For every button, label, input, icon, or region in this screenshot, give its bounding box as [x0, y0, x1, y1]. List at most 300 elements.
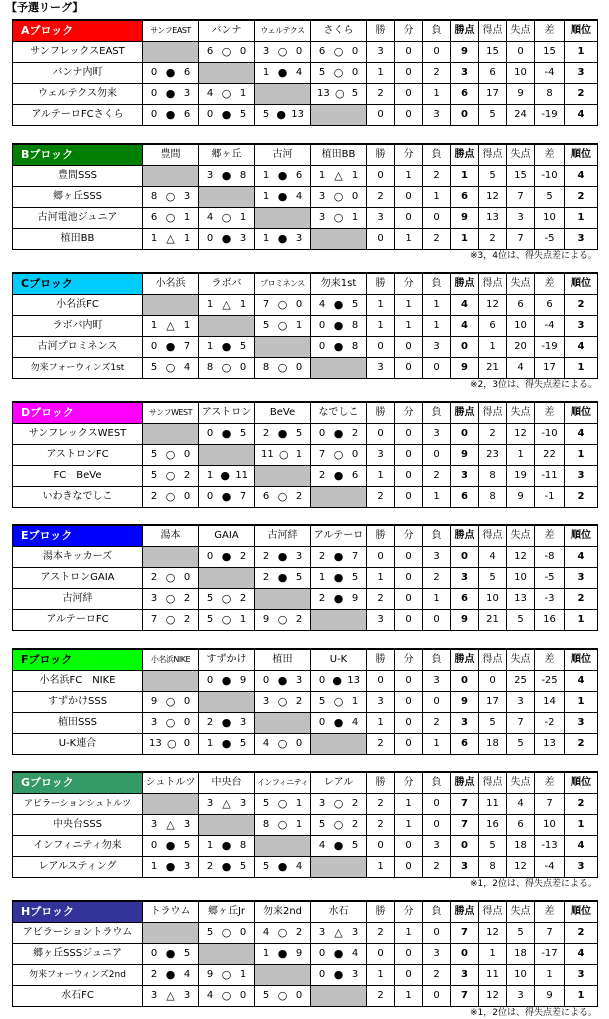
- score: 0: [318, 969, 326, 980]
- result-mark: △: [166, 319, 175, 332]
- team-name: 勿来フォーウィンズ2nd: [13, 965, 143, 986]
- result-mark: ●: [333, 550, 344, 563]
- stat-header: 得点: [479, 273, 507, 295]
- score: 0: [318, 320, 326, 331]
- stat-value: 3: [367, 445, 395, 466]
- result-mark: ●: [165, 968, 176, 981]
- stat-header: 勝点: [451, 525, 479, 547]
- score: 1: [183, 233, 191, 244]
- self-match-cell: [199, 692, 255, 713]
- stat-value: 6: [507, 815, 535, 836]
- score: 0: [150, 88, 158, 99]
- score: 11: [235, 470, 248, 481]
- score: 5: [318, 696, 326, 707]
- stat-value: 10: [507, 316, 535, 337]
- stat-value: 3: [423, 337, 451, 358]
- stat-value: -13: [535, 836, 565, 857]
- opponent-header: アルテーロ: [311, 525, 367, 547]
- result-mark: ●: [165, 340, 176, 353]
- match-result: [199, 986, 255, 1007]
- stat-value: 2: [367, 187, 395, 208]
- stat-value: 1: [423, 84, 451, 105]
- score: 1: [183, 212, 191, 223]
- match-result: [255, 692, 311, 713]
- stat-value: 1: [535, 965, 565, 986]
- block-label: Cブロック: [13, 273, 143, 295]
- stat-value: 4: [565, 424, 598, 445]
- stat-value: 0: [395, 965, 423, 986]
- score: 0: [318, 948, 326, 959]
- score: 5: [318, 67, 326, 78]
- team-row: [13, 487, 598, 508]
- score: 2: [183, 614, 191, 625]
- stat-value: 0: [395, 857, 423, 878]
- score: 9: [351, 593, 359, 604]
- result-mark: ○: [221, 926, 232, 939]
- stat-value: 2: [423, 166, 451, 187]
- result-mark: ○: [165, 361, 176, 374]
- score: 0: [150, 109, 158, 120]
- opponent-header: レアル: [311, 772, 367, 794]
- score: 2: [351, 428, 359, 439]
- score: 1: [150, 233, 158, 244]
- result-mark: ○: [333, 695, 344, 708]
- stat-value: 1: [479, 337, 507, 358]
- score: 1: [183, 320, 191, 331]
- stat-header: 差: [535, 901, 565, 923]
- result-mark: ●: [277, 427, 288, 440]
- stat-header: 得点: [479, 20, 507, 42]
- stat-value: 0: [395, 337, 423, 358]
- result-mark: ○: [277, 298, 288, 311]
- stat-value: 0: [367, 547, 395, 568]
- score: 5: [239, 861, 247, 872]
- score: 0: [183, 738, 191, 749]
- result-mark: ●: [333, 469, 344, 482]
- score: 9: [150, 696, 158, 707]
- score: 6: [351, 470, 359, 481]
- score: 0: [183, 572, 191, 583]
- stat-value: 0: [423, 42, 451, 63]
- stat-value: 12: [507, 547, 535, 568]
- score: 2: [206, 861, 214, 872]
- stat-value: 5: [479, 166, 507, 187]
- stat-value: 8: [535, 84, 565, 105]
- result-mark: ○: [279, 448, 289, 461]
- self-match-cell: [311, 986, 367, 1007]
- opponent-header: インフィニティ: [255, 772, 311, 794]
- match-result: [143, 229, 199, 250]
- result-mark: ○: [277, 989, 288, 1002]
- opponent-header: 勿来2nd: [255, 901, 311, 923]
- self-match-cell: [311, 734, 367, 755]
- score: 0: [206, 675, 214, 686]
- stat-value: 6: [451, 734, 479, 755]
- result-mark: ○: [277, 613, 288, 626]
- stat-value: 0: [395, 466, 423, 487]
- result-mark: ○: [165, 695, 176, 708]
- stat-value: 7: [507, 187, 535, 208]
- self-match-cell: [255, 965, 311, 986]
- score: 0: [351, 67, 359, 78]
- result-mark: ●: [221, 232, 232, 245]
- stat-value: 0: [395, 208, 423, 229]
- score: 3: [262, 696, 270, 707]
- score: 9: [206, 969, 214, 980]
- stat-value: 0: [395, 63, 423, 84]
- score: 7: [351, 551, 359, 562]
- team-name: ラボバ内町: [13, 316, 143, 337]
- team-name: すずかけSSS: [13, 692, 143, 713]
- block-note: ※3，4位は、得失点差による。: [470, 251, 597, 261]
- result-mark: ○: [165, 592, 176, 605]
- stat-value: 1: [423, 734, 451, 755]
- team-row: [13, 836, 598, 857]
- stat-value: -5: [535, 568, 565, 589]
- stat-value: 3: [565, 965, 598, 986]
- stat-value: 1: [395, 815, 423, 836]
- score: 2: [295, 614, 303, 625]
- match-result: [255, 424, 311, 445]
- stat-value: 9: [451, 358, 479, 379]
- score: 1: [351, 696, 359, 707]
- match-result: [311, 794, 367, 815]
- stat-header: 失点: [507, 20, 535, 42]
- stat-value: 3: [565, 857, 598, 878]
- team-row: [13, 965, 598, 986]
- match-result: [255, 487, 311, 508]
- result-mark: △: [334, 926, 343, 939]
- self-match-cell: [311, 857, 367, 878]
- score: 4: [183, 969, 191, 980]
- score: 1: [206, 738, 214, 749]
- score: 1: [351, 212, 359, 223]
- result-mark: ●: [277, 947, 288, 960]
- result-mark: ○: [277, 797, 288, 810]
- block-note: ※1，2位は、得失点差による。: [470, 1008, 597, 1018]
- stat-value: 13: [535, 734, 565, 755]
- opponent-header: 植田: [255, 649, 311, 671]
- stat-header: 負: [423, 20, 451, 42]
- score: 7: [183, 341, 191, 352]
- block-g: [12, 771, 597, 878]
- opponent-header: すずかけ: [199, 649, 255, 671]
- stat-value: 6: [451, 487, 479, 508]
- stat-header: 得点: [479, 901, 507, 923]
- stat-value: -2: [535, 713, 565, 734]
- stat-header: 分: [395, 649, 423, 671]
- match-result: [311, 42, 367, 63]
- match-result: [255, 986, 311, 1007]
- score: 0: [351, 449, 359, 460]
- stat-header: 負: [423, 273, 451, 295]
- score: 2: [239, 593, 247, 604]
- header-row: [13, 402, 598, 424]
- stat-value: 13: [507, 589, 535, 610]
- team-row: [13, 734, 598, 755]
- opponent-header: トラウム: [143, 901, 199, 923]
- stat-value: 2: [565, 295, 598, 316]
- score: 2: [150, 572, 158, 583]
- score: 5: [295, 428, 303, 439]
- stat-value: 14: [535, 692, 565, 713]
- match-result: [143, 944, 199, 965]
- stat-header: 失点: [507, 772, 535, 794]
- score: 1: [318, 170, 326, 181]
- block-label: Dブロック: [13, 402, 143, 424]
- match-result: [311, 671, 367, 692]
- stat-header: 差: [535, 402, 565, 424]
- result-mark: ●: [333, 947, 344, 960]
- result-mark: △: [222, 797, 231, 810]
- stat-value: 4: [565, 671, 598, 692]
- team-name: 植田BB: [13, 229, 143, 250]
- stat-value: -17: [535, 944, 565, 965]
- stat-header: 得点: [479, 649, 507, 671]
- score: 4: [183, 362, 191, 373]
- score: 6: [262, 491, 270, 502]
- score: 1: [318, 572, 326, 583]
- team-name: 中央台SSS: [13, 815, 143, 836]
- opponent-header: 湯本: [143, 525, 199, 547]
- stat-value: 1: [423, 187, 451, 208]
- result-mark: ○: [277, 319, 288, 332]
- stat-value: 7: [507, 229, 535, 250]
- score: 1: [239, 212, 247, 223]
- score: 6: [318, 46, 326, 57]
- score: 5: [239, 341, 247, 352]
- score: 1: [295, 449, 303, 460]
- stat-value: 12: [479, 187, 507, 208]
- team-name: 水石FC: [13, 986, 143, 1007]
- match-result: [255, 42, 311, 63]
- opponent-header: 豊間: [143, 144, 199, 166]
- score: 5: [318, 819, 326, 830]
- team-name: サンフレックスEAST: [13, 42, 143, 63]
- result-mark: ○: [277, 695, 288, 708]
- stat-value: -3: [535, 589, 565, 610]
- stat-value: 16: [479, 815, 507, 836]
- block-label: Hブロック: [13, 901, 143, 923]
- self-match-cell: [199, 815, 255, 836]
- stat-value: 3: [565, 466, 598, 487]
- result-mark: ○: [165, 469, 176, 482]
- team-row: [13, 63, 598, 84]
- team-name: アストロンGAIA: [13, 568, 143, 589]
- match-result: [311, 923, 367, 944]
- stat-value: 2: [367, 815, 395, 836]
- stat-value: 3: [507, 986, 535, 1007]
- self-match-cell: [255, 836, 311, 857]
- result-mark: ○: [277, 361, 288, 374]
- team-row: [13, 923, 598, 944]
- stat-value: 15: [507, 166, 535, 187]
- stat-value: 2: [367, 84, 395, 105]
- stat-value: 5: [507, 734, 535, 755]
- stat-header: 分: [395, 20, 423, 42]
- team-name: サンフレックスWEST: [13, 424, 143, 445]
- stat-value: 0: [395, 836, 423, 857]
- stat-value: 1: [423, 487, 451, 508]
- match-result: [199, 295, 255, 316]
- stat-value: 3: [423, 836, 451, 857]
- stat-value: 1: [565, 815, 598, 836]
- league-table: [12, 900, 598, 1007]
- stat-value: 0: [367, 944, 395, 965]
- result-mark: ○: [221, 968, 232, 981]
- stat-header: 順位: [565, 525, 598, 547]
- team-name: FC BeVe: [13, 466, 143, 487]
- score: 1: [150, 320, 158, 331]
- match-result: [311, 337, 367, 358]
- team-row: [13, 229, 598, 250]
- stat-header: 得点: [479, 525, 507, 547]
- stat-value: 10: [507, 63, 535, 84]
- stat-value: 5: [535, 187, 565, 208]
- match-result: [255, 923, 311, 944]
- match-result: [199, 166, 255, 187]
- stat-value: 0: [395, 568, 423, 589]
- score: 13: [347, 675, 360, 686]
- score: 1: [206, 840, 214, 851]
- team-name: 郷ヶ丘SSSジュニア: [13, 944, 143, 965]
- score: 0: [295, 738, 303, 749]
- score: 13: [317, 88, 330, 99]
- stat-value: 3: [507, 208, 535, 229]
- stat-header: 差: [535, 649, 565, 671]
- block-label: Eブロック: [13, 525, 143, 547]
- score: 3: [183, 819, 191, 830]
- stat-value: 3: [507, 692, 535, 713]
- header-row: [13, 525, 598, 547]
- stat-value: 6: [451, 187, 479, 208]
- score: 0: [206, 551, 214, 562]
- score: 0: [351, 191, 359, 202]
- stat-value: 2: [565, 84, 598, 105]
- result-mark: ○: [277, 490, 288, 503]
- team-row: [13, 713, 598, 734]
- score: 7: [239, 491, 247, 502]
- opponent-header: 小名浜NIKE: [143, 649, 199, 671]
- stat-value: 4: [507, 794, 535, 815]
- score: 0: [150, 840, 158, 851]
- match-result: [199, 466, 255, 487]
- block-e: [12, 524, 597, 631]
- team-name: バンナ内町: [13, 63, 143, 84]
- stat-value: 0: [367, 105, 395, 126]
- team-name: 郷ヶ丘SSS: [13, 187, 143, 208]
- score: 5: [150, 470, 158, 481]
- score: 4: [351, 948, 359, 959]
- team-row: [13, 445, 598, 466]
- score: 3: [150, 990, 158, 1001]
- match-result: [199, 589, 255, 610]
- score: 2: [183, 470, 191, 481]
- result-mark: ●: [277, 674, 288, 687]
- match-result: [255, 63, 311, 84]
- stat-value: 1: [479, 944, 507, 965]
- stat-value: -4: [535, 63, 565, 84]
- stat-header: 失点: [507, 649, 535, 671]
- score: 6: [295, 170, 303, 181]
- stat-value: 2: [565, 187, 598, 208]
- score: 9: [262, 614, 270, 625]
- stat-value: 0: [451, 671, 479, 692]
- stat-value: 0: [451, 424, 479, 445]
- stat-value: 0: [395, 445, 423, 466]
- stat-value: 12: [507, 857, 535, 878]
- result-mark: ○: [221, 361, 232, 374]
- stat-value: 9: [451, 42, 479, 63]
- stat-value: 6: [507, 295, 535, 316]
- stat-value: 3: [423, 671, 451, 692]
- stat-value: 3: [565, 713, 598, 734]
- score: 5: [206, 927, 214, 938]
- stat-header: 勝点: [451, 273, 479, 295]
- stat-value: 2: [367, 923, 395, 944]
- match-result: [143, 187, 199, 208]
- stat-value: 2: [367, 487, 395, 508]
- stat-header: 順位: [565, 901, 598, 923]
- match-result: [143, 316, 199, 337]
- stat-value: 3: [451, 466, 479, 487]
- header-row: [13, 772, 598, 794]
- stat-value: 17: [479, 692, 507, 713]
- score: 3: [318, 798, 326, 809]
- stat-value: 1: [367, 466, 395, 487]
- score: 2: [295, 927, 303, 938]
- result-mark: ●: [221, 490, 232, 503]
- stat-value: 3: [565, 63, 598, 84]
- score: 11: [261, 449, 274, 460]
- match-result: [199, 358, 255, 379]
- match-result: [311, 316, 367, 337]
- match-result: [255, 610, 311, 631]
- stat-value: 1: [565, 692, 598, 713]
- block-b: [12, 143, 597, 250]
- match-result: [255, 358, 311, 379]
- match-result: [311, 84, 367, 105]
- team-row: [13, 316, 598, 337]
- result-mark: ○: [333, 448, 344, 461]
- stat-header: 勝: [367, 772, 395, 794]
- stat-header: 勝点: [451, 20, 479, 42]
- match-result: [143, 445, 199, 466]
- team-name: アルテーロFC: [13, 610, 143, 631]
- result-mark: ○: [221, 613, 232, 626]
- score: 5: [183, 840, 191, 851]
- result-mark: ○: [277, 737, 288, 750]
- stat-value: 0: [395, 424, 423, 445]
- match-result: [255, 445, 311, 466]
- stat-header: 得点: [479, 144, 507, 166]
- match-result: [311, 63, 367, 84]
- block-label: Fブロック: [13, 649, 143, 671]
- stat-value: 0: [451, 836, 479, 857]
- stat-value: 1: [367, 316, 395, 337]
- stat-header: 失点: [507, 525, 535, 547]
- self-match-cell: [199, 445, 255, 466]
- stat-header: 勝: [367, 901, 395, 923]
- stat-header: 勝点: [451, 649, 479, 671]
- stat-header: 負: [423, 144, 451, 166]
- score: 0: [150, 341, 158, 352]
- stat-value: 4: [451, 295, 479, 316]
- stat-value: 12: [479, 986, 507, 1007]
- team-row: [13, 589, 598, 610]
- score: 3: [150, 717, 158, 728]
- match-result: [255, 105, 311, 126]
